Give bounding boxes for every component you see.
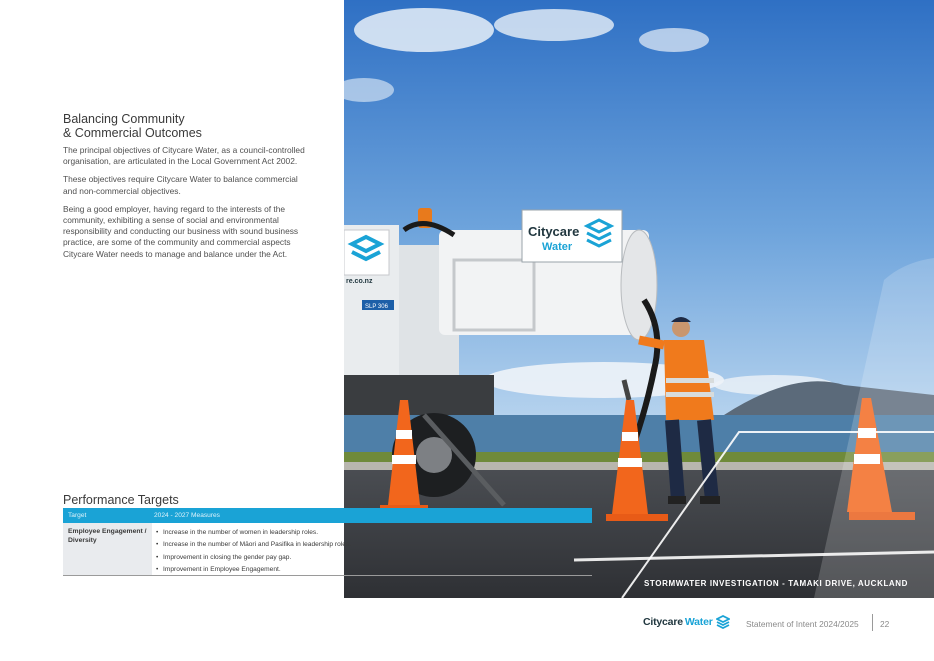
intro-heading-line1: Balancing Community: [63, 112, 185, 126]
measure-item: • Improvement in closing the gender pay gap.: [156, 553, 292, 561]
column-header-target: Target: [68, 512, 87, 519]
document-title: Statement of Intent 2024/2025: [746, 619, 859, 629]
intro-heading: [63, 112, 313, 140]
logo-mark-icon: [716, 615, 730, 629]
table-header: [63, 508, 592, 523]
performance-title: Performance Targets: [63, 493, 179, 507]
citycare-water-logo: [643, 615, 730, 629]
table-row: [63, 523, 592, 575]
truck-partial-text: re.co.nz: [346, 278, 373, 285]
truck-sign-line1: Citycare: [528, 224, 580, 239]
row-target: Employee Engagement / Diversity: [63, 523, 152, 575]
performance-table: [63, 508, 592, 576]
photo-caption: STORMWATER INVESTIGATION - TAMAKI DRIVE, AUCKLAND: [644, 579, 909, 588]
intro-paragraph: Being a good employer, having regard to the interests of the community, exhibiting a sense of social and environmental responsibility and conducting our business with sound business practice, are some of the community and commercial aspects Citycare Water needs to manage and balance under the Act.: [63, 203, 299, 259]
intro-section: [63, 112, 313, 267]
measure-item: • Increase in the number of Māori and Pasifika in leadership roles.: [156, 541, 352, 549]
logo-city-text: Citycare: [643, 616, 683, 628]
intro-paragraph: The principal objectives of Citycare Water, as a council-controlled organisation, are articulated in the Local Government Act 2002.: [63, 145, 305, 167]
intro-paragraph: These objectives require Citycare Water to balance commercial and non-commercial objectives.: [63, 174, 298, 196]
row-measures: [152, 523, 592, 575]
intro-heading-line2: & Commercial Outcomes: [63, 126, 202, 140]
column-header-measures: 2024 - 2027 Measures: [154, 512, 220, 519]
truck-sign-line2: Water: [542, 241, 573, 253]
measure-item: • Increase in the number of women in leadership roles.: [156, 529, 319, 536]
footer-divider: [872, 614, 873, 631]
truck-unit-text: SLP 306: [365, 304, 388, 310]
logo-water-text: Water: [684, 616, 713, 628]
measure-item: • Improvement in Employee Engagement.: [156, 566, 281, 574]
page-number: 22: [880, 619, 890, 629]
